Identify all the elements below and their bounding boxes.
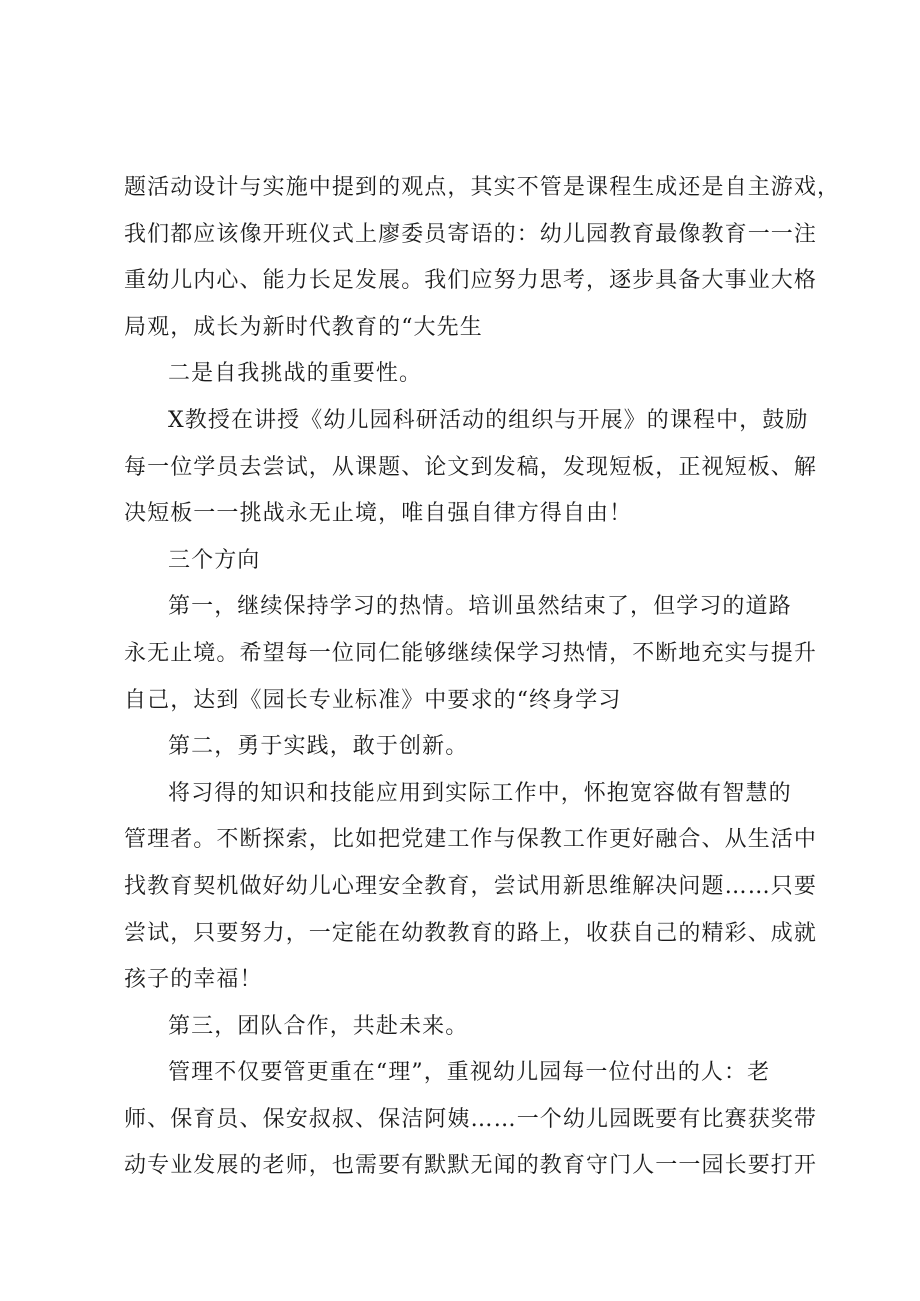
body-line: 自己，达到《园长专业标准》中要求的“终身学习 bbox=[124, 687, 622, 713]
body-line: 动专业发展的老师，也需要有默默无闻的教育守门人一一园长要打开 bbox=[124, 1153, 818, 1179]
section-heading: 第三，团队合作，共赴未来。 bbox=[168, 1013, 469, 1039]
body-line: 题活动设计与实施中提到的观点，其实不管是课程生成还是自主游戏， bbox=[124, 175, 841, 200]
paragraph-start-line: X教授在讲授《幼儿园科研活动的组织与开展》的课程中，鼓励 bbox=[168, 407, 809, 433]
section-heading: 三个方向 bbox=[168, 547, 261, 573]
paragraph-start-line: 管理不仅要管更重在“理”，重视幼儿园每一位付出的人：老 bbox=[168, 1060, 771, 1086]
body-line: 我们都应该像开班仪式上廖委员寄语的：幼儿园教育最像教育一一注 bbox=[124, 221, 818, 247]
body-line: 找教育契机做好幼儿心理安全教育，尝试用新思维解决问题……只要 bbox=[124, 873, 818, 899]
section-heading: 第二，勇于实践，敢于创新。 bbox=[168, 734, 469, 760]
section-heading: 二是自我挑战的重要性。 bbox=[168, 361, 423, 387]
body-line: 管理者。不断探索，比如把党建工作与保教工作更好融合、从生活中 bbox=[124, 827, 818, 853]
body-line: 师、保育员、保安叔叔、保洁阿姨……一个幼儿园既要有比赛获奖带 bbox=[124, 1106, 818, 1132]
body-line: 永无止境。希望每一位同仁能够继续保学习热情，不断地充实与提升 bbox=[124, 640, 818, 666]
body-line: 重幼儿内心、能力长足发展。我们应努力思考，逐步具备大事业大格 bbox=[124, 268, 818, 294]
body-line: 每一位学员去尝试，从课题、论文到发稿，发现短板，正视短板、解 bbox=[124, 454, 818, 480]
body-line: 尝试，只要努力，一定能在幼教教育的路上，收获自己的精彩、成就 bbox=[124, 920, 818, 946]
paragraph-start-line: 第一，继续保持学习的热情。培训虽然结束了，但学习的道路 bbox=[168, 594, 792, 620]
body-line: 局观，成长为新时代教育的“大先生 bbox=[124, 314, 483, 340]
body-line: 决短板一一挑战永无止境，唯自强自律方得自由！ bbox=[124, 501, 633, 527]
body-line: 孩子的幸福！ bbox=[124, 967, 263, 993]
paragraph-start-line: 将习得的知识和技能应用到实际工作中，怀抱宽容做有智慧的 bbox=[168, 780, 792, 806]
document-body bbox=[124, 165, 841, 1190]
